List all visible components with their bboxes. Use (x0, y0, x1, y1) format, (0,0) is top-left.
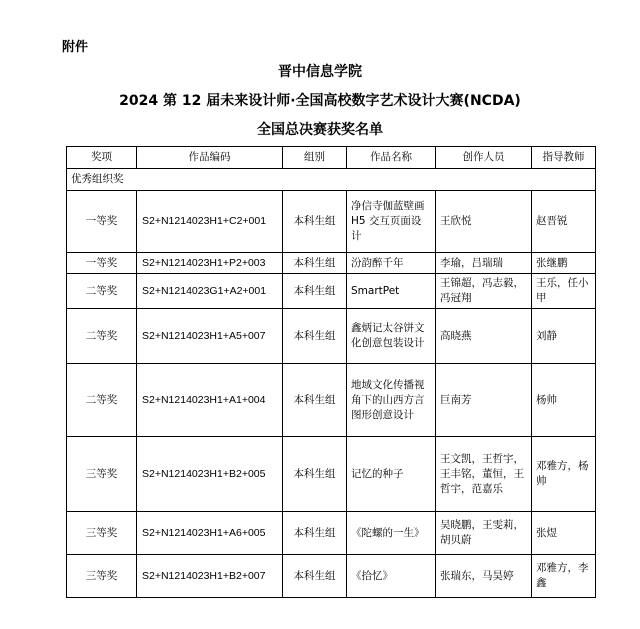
award-cell: 二等奖 (67, 309, 137, 364)
award-cell: 三等奖 (67, 437, 137, 512)
table-row (67, 274, 596, 309)
code-cell: S2+N1214023H1+B2+007 (137, 555, 283, 598)
creators-cell: 王欣悦 (436, 191, 532, 253)
creators-cell: 李瑜，吕瑞瑞 (436, 253, 532, 274)
table-header-row (67, 147, 596, 169)
table-row (67, 191, 596, 253)
teacher-cell: 王乐，任小甲 (532, 274, 596, 309)
code-cell: S2+N1214023H1+B2+005 (137, 437, 283, 512)
table-row (67, 512, 596, 555)
code-cell: S2+N1214023H1+C2+001 (137, 191, 283, 253)
group-cell: 本科生组 (283, 437, 347, 512)
work-name-cell: 记忆的种子 (347, 437, 436, 512)
code-cell: S2+N1214023H1+P2+003 (137, 253, 283, 274)
group-cell: 本科生组 (283, 512, 347, 555)
creators-cell: 张瑞东，马昊婷 (436, 555, 532, 598)
award-cell: 三等奖 (67, 512, 137, 555)
table-row (67, 253, 596, 274)
work-name-cell: 净信寺伽蓝壁画 H5 交互页面设计 (347, 191, 436, 253)
award-cell: 一等奖 (67, 253, 137, 274)
header-code: 作品编码 (137, 147, 283, 169)
header-work-name: 作品名称 (347, 147, 436, 169)
competition-title: 2024 第 12 届未来设计师·全国高校数字艺术设计大赛(NCDA) (119, 93, 521, 109)
group-row (67, 169, 596, 191)
award-cell: 二等奖 (67, 274, 137, 309)
school-title: 晋中信息学院 (278, 64, 362, 80)
work-name-cell: 鑫炳记太谷饼文化创意包装设计 (347, 309, 436, 364)
teacher-cell: 张煜 (532, 512, 596, 555)
group-cell: 本科生组 (283, 253, 347, 274)
award-cell: 一等奖 (67, 191, 137, 253)
creators-cell: 巨南芳 (436, 364, 532, 437)
code-cell: S2+N1214023H1+A6+005 (137, 512, 283, 555)
creators-cell: 吴晓鹏，王雯莉，胡贝蔚 (436, 512, 532, 555)
teacher-cell: 刘静 (532, 309, 596, 364)
teacher-cell: 邓雅方，杨帅 (532, 437, 596, 512)
teacher-cell: 邓雅方，李鑫 (532, 555, 596, 598)
group-cell: 本科生组 (283, 191, 347, 253)
group-cell: 本科生组 (283, 555, 347, 598)
header-creators: 创作人员 (436, 147, 532, 169)
teacher-cell: 赵晋锐 (532, 191, 596, 253)
group-label: 优秀组织奖 (67, 169, 596, 191)
work-name-cell: 《陀螺的一生》 (347, 512, 436, 555)
group-cell: 本科生组 (283, 364, 347, 437)
award-table (66, 146, 596, 598)
header-award: 奖项 (67, 147, 137, 169)
creators-cell: 王锦超，冯志毅，冯冠翔 (436, 274, 532, 309)
header-teacher: 指导教师 (532, 147, 596, 169)
table-row (67, 437, 596, 512)
table-row (67, 555, 596, 598)
creators-cell: 王文凯，王哲宇，王丰铭，董恒，王哲宇，范嘉乐 (436, 437, 532, 512)
group-cell: 本科生组 (283, 309, 347, 364)
attachment-label: 附件 (62, 40, 89, 55)
table-row (67, 364, 596, 437)
work-name-cell: 《拾忆》 (347, 555, 436, 598)
award-cell: 二等奖 (67, 364, 137, 437)
header-group: 组别 (283, 147, 347, 169)
creators-cell: 高晓燕 (436, 309, 532, 364)
teacher-cell: 杨帅 (532, 364, 596, 437)
table-row (67, 309, 596, 364)
list-title: 全国总决赛获奖名单 (257, 122, 383, 138)
work-name-cell: SmartPet (347, 274, 436, 309)
code-cell: S2+N1214023H1+A1+004 (137, 364, 283, 437)
award-cell: 三等奖 (67, 555, 137, 598)
group-cell: 本科生组 (283, 274, 347, 309)
work-name-cell: 汾韵醉千年 (347, 253, 436, 274)
work-name-cell: 地域文化传播视角下的山西方言图形创意设计 (347, 364, 436, 437)
teacher-cell: 张继鹏 (532, 253, 596, 274)
code-cell: S2+N1214023G1+A2+001 (137, 274, 283, 309)
code-cell: S2+N1214023H1+A5+007 (137, 309, 283, 364)
